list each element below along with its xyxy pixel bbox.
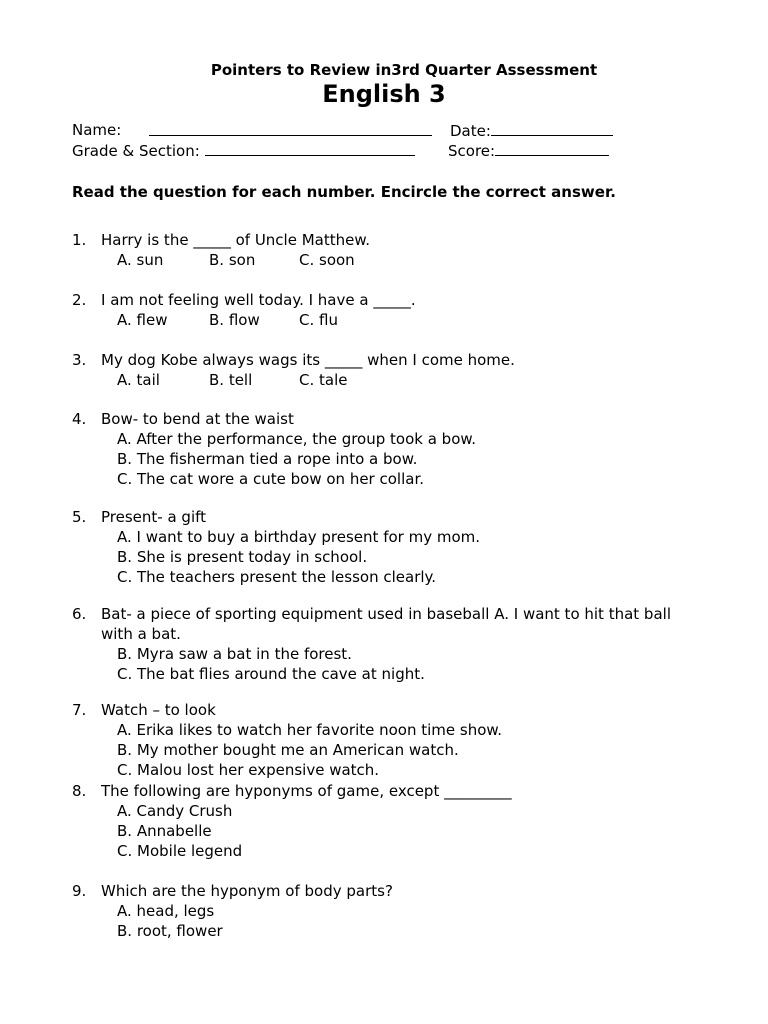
option-a[interactable]: A. tail: [117, 371, 160, 389]
option-a[interactable]: A. I want to buy a birthday present for my mom.: [117, 528, 481, 546]
option-a[interactable]: A. flew: [117, 311, 168, 329]
option-b[interactable]: B. My mother bought me an American watch.: [117, 741, 459, 759]
question-stem: Watch – to look: [101, 701, 216, 719]
option-b[interactable]: B. The fisherman tied a rope into a bow.: [117, 450, 418, 468]
question-number: 7.: [72, 701, 87, 719]
option-c[interactable]: C. soon: [299, 251, 355, 269]
option-a[interactable]: A. Candy Crush: [117, 802, 233, 820]
option-b[interactable]: B. She is present today in school.: [117, 548, 368, 566]
option-list: [117, 250, 355, 270]
name-label: Name:: [72, 121, 122, 139]
name-field: [72, 121, 121, 139]
instructions: Read the question for each number. Encircle the correct answer.: [72, 183, 616, 201]
option-c[interactable]: C. The teachers present the lesson clearly.: [117, 568, 437, 586]
option-list: [117, 310, 338, 330]
question-number: 1.: [72, 231, 87, 249]
score-blank-line[interactable]: [495, 141, 609, 156]
question-stem: Present- a gift: [101, 508, 207, 526]
question-stem: Bat- a piece of sporting equipment used in baseball A. I want to hit that ball with a bat.: [101, 605, 671, 643]
option-c[interactable]: C. The bat flies around the cave at night.: [117, 665, 425, 683]
question-stem: Bow- to bend at the waist: [101, 410, 294, 428]
question-stem: The following are hyponyms of game, except _________: [101, 782, 512, 800]
question-stem: My dog Kobe always wags its _____ when I come home.: [101, 351, 515, 369]
option-b[interactable]: B. Annabelle: [117, 822, 212, 840]
question-number: 8.: [72, 782, 87, 800]
option-a[interactable]: A. sun: [117, 251, 164, 269]
option-b[interactable]: B. root, flower: [117, 922, 223, 940]
date-blank-line[interactable]: [491, 121, 613, 136]
name-line-wrap: [149, 121, 432, 140]
date-label: Date:: [450, 122, 491, 140]
grade-blank-line[interactable]: [205, 141, 415, 156]
option-b[interactable]: B. tell: [209, 371, 253, 389]
worksheet-subtitle: Pointers to Review in3rd Quarter Assessment: [210, 61, 598, 79]
score-field: [448, 141, 609, 160]
option-a[interactable]: A. Erika likes to watch her favorite noon time show.: [117, 721, 503, 739]
option-a[interactable]: A. After the performance, the group took a bow.: [117, 430, 477, 448]
question-stem: I am not feeling well today. I have a _____.: [101, 291, 416, 309]
grade-field: [72, 141, 415, 160]
option-c[interactable]: C. tale: [299, 371, 348, 389]
option-b[interactable]: B. flow: [209, 311, 260, 329]
question-number: 4.: [72, 410, 87, 428]
option-c[interactable]: C. flu: [299, 311, 338, 329]
option-c[interactable]: C. Malou lost her expensive watch.: [117, 761, 380, 779]
option-b[interactable]: B. Myra saw a bat in the forest.: [117, 645, 352, 663]
option-list: [117, 370, 347, 390]
question-number: 5.: [72, 508, 87, 526]
option-c[interactable]: C. Mobile legend: [117, 842, 243, 860]
question-number: 3.: [72, 351, 87, 369]
question-stem: Harry is the _____ of Uncle Matthew.: [101, 231, 371, 249]
date-field: [450, 121, 613, 140]
question-number: 9.: [72, 882, 87, 900]
score-label: Score:: [448, 142, 496, 160]
option-b[interactable]: B. son: [209, 251, 256, 269]
name-blank-line[interactable]: [149, 121, 432, 136]
grade-label: Grade & Section:: [72, 142, 200, 160]
option-c[interactable]: C. The cat wore a cute bow on her collar.: [117, 470, 425, 488]
question-number: 6.: [72, 605, 87, 623]
worksheet-title: English 3: [322, 80, 446, 108]
question-number: 2.: [72, 291, 87, 309]
question-stem: Which are the hyponym of body parts?: [101, 882, 393, 900]
option-a[interactable]: A. head, legs: [117, 902, 215, 920]
